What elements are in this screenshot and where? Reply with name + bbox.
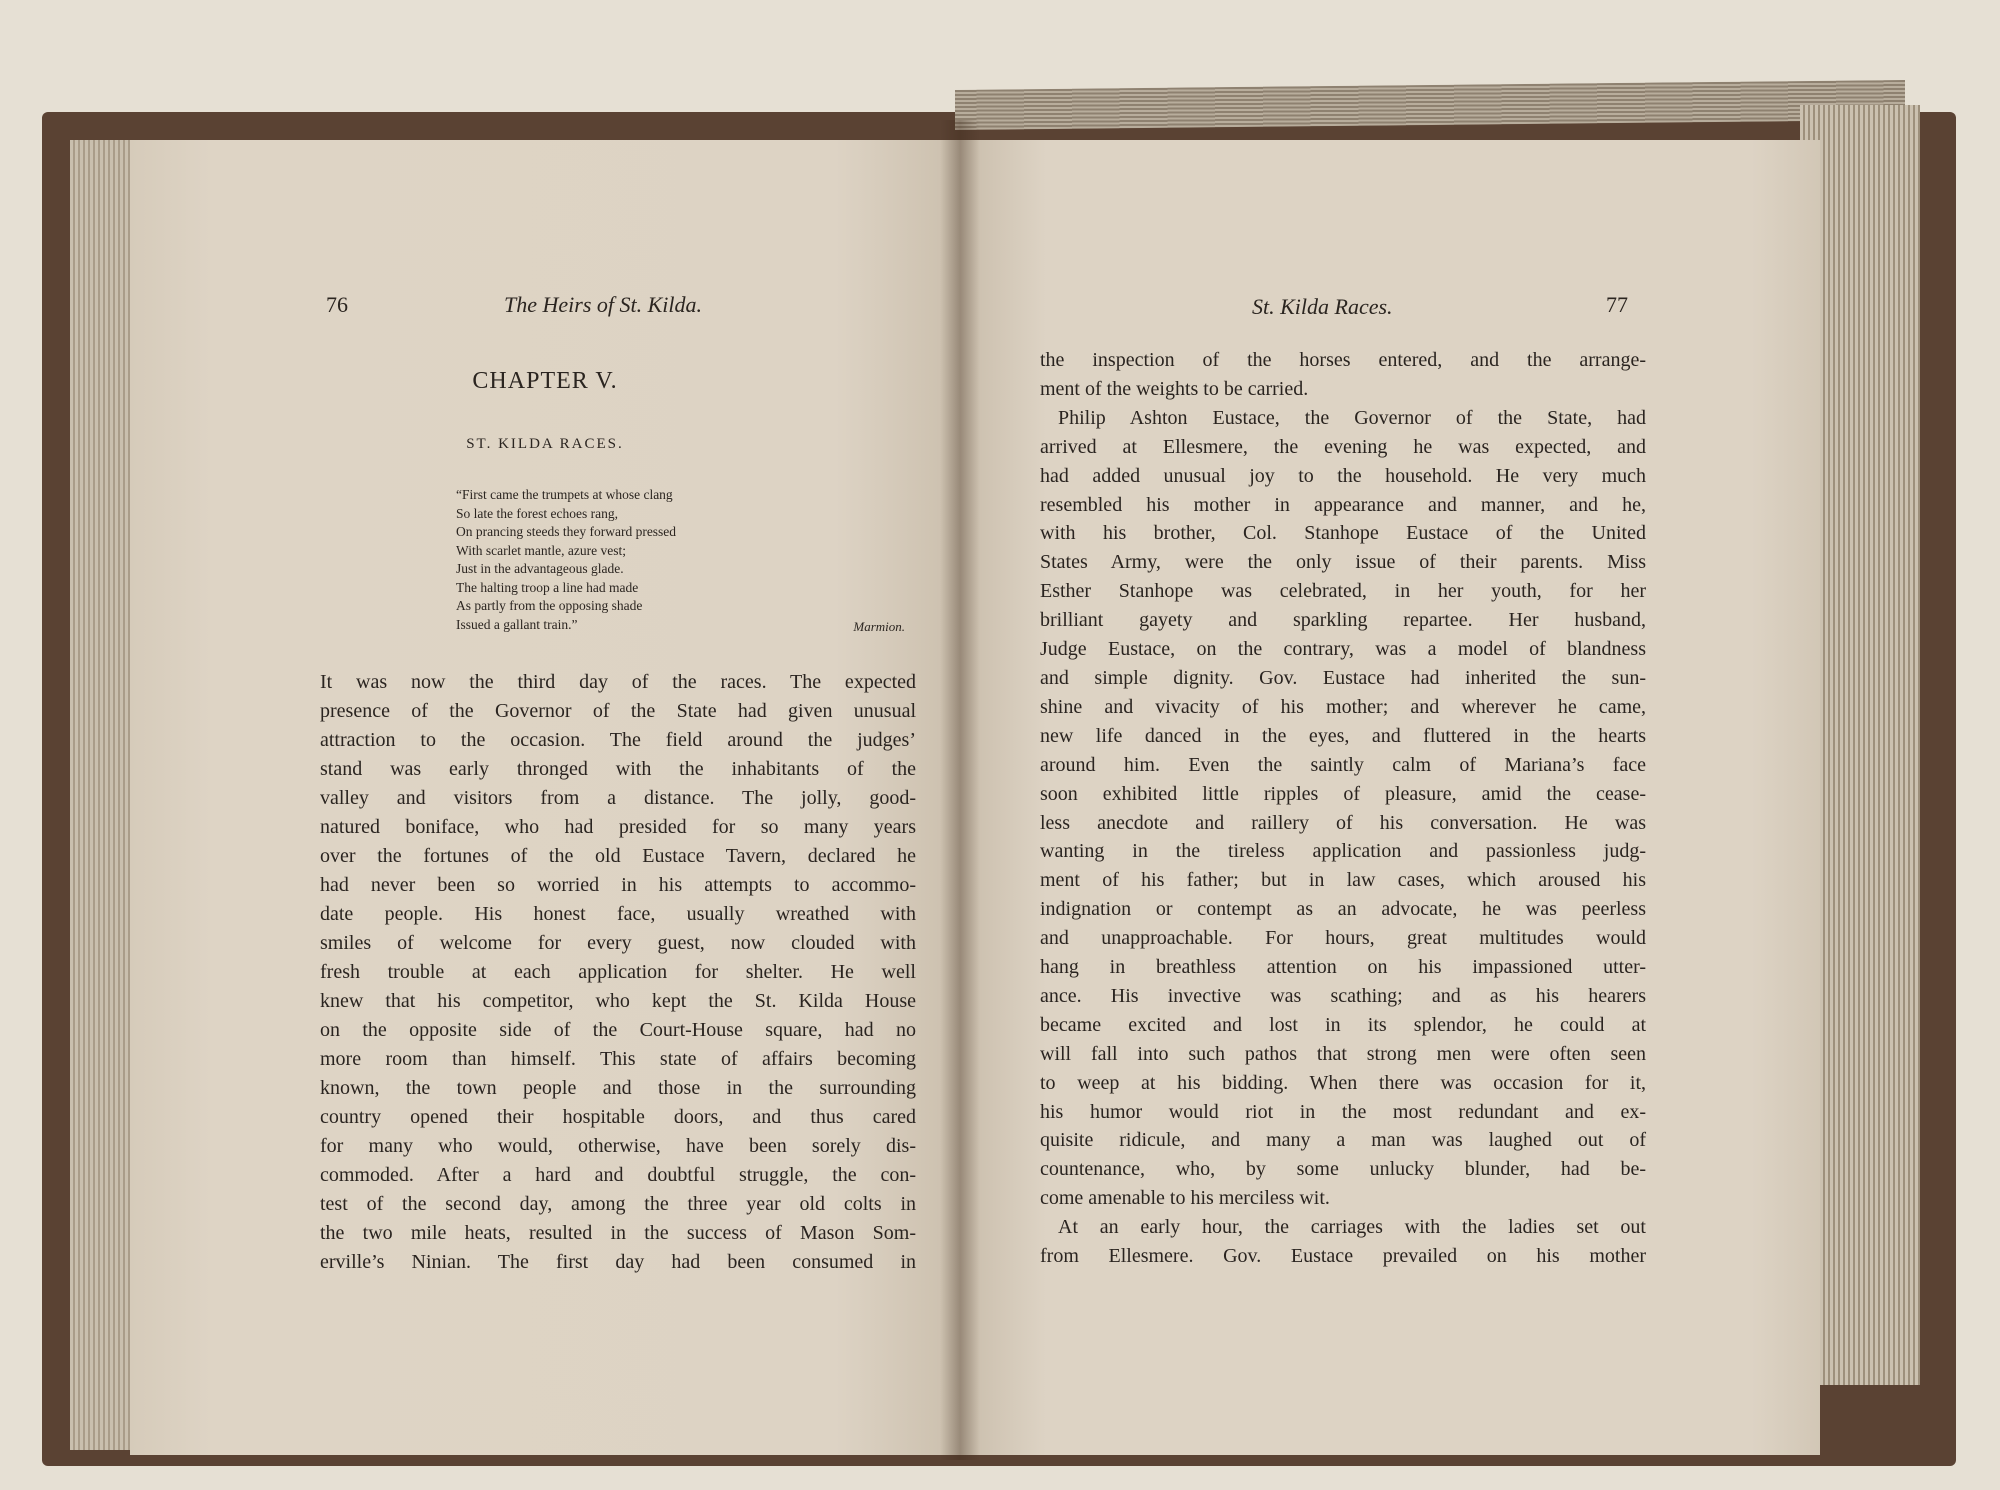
text-line: the inspection of the horses entered, and the arrange- <box>1040 349 1646 371</box>
text-line: known, the town people and those in the surrounding <box>320 1077 916 1099</box>
text-line: fresh trouble at each application for shelter. He well <box>320 961 916 983</box>
text-line: It was now the third day of the races. The expected <box>320 671 916 693</box>
text-line: to weep at his bidding. When there was occasion for it, <box>1040 1071 1646 1094</box>
left-page-number: 76 <box>326 292 348 317</box>
right-page-number: 77 <box>1606 292 1628 317</box>
text-line: hang in breathless attention on his impassioned utter- <box>1040 956 1646 979</box>
right-body-text <box>1040 346 1646 1271</box>
text-line: valley and visitors from a distance. The jolly, good- <box>320 787 916 809</box>
verse-line: Issued a gallant train.” <box>456 616 578 632</box>
text-line: knew that his competitor, who kept the St. Kilda House <box>320 990 916 1012</box>
text-line: smiles of welcome for every guest, now clouded with <box>320 932 916 954</box>
epigraph-verse <box>456 486 906 634</box>
text-line: quisite ridicule, and many a man was laughed out of <box>1040 1129 1646 1152</box>
chapter-heading: CHAPTER V. <box>472 368 618 394</box>
verse-attribution: Marmion. <box>853 619 905 634</box>
left-running-head: The Heirs of St. Kilda. <box>504 292 703 317</box>
text-line: on the opposite side of the Court-House square, had no <box>320 1019 916 1041</box>
text-line: and simple dignity. Gov. Eustace had inherited the sun- <box>1040 666 1646 689</box>
text-line: and unapproachable. For hours, great multitudes would <box>1040 927 1646 950</box>
text-line: ance. His invective was scathing; and as his hearers <box>1040 984 1646 1007</box>
text-line: for many who would, otherwise, have been sorely dis- <box>320 1135 916 1157</box>
text-line: around him. Even the saintly calm of Mariana’s face <box>1040 753 1646 776</box>
chapter-title: ST. KILDA RACES. <box>466 436 624 452</box>
text-line: with his brother, Col. Stanhope Eustace of the United <box>1040 522 1646 545</box>
verse-line: So late the forest echoes rang, <box>456 505 618 521</box>
text-line: erville’s Ninian. The first day had been consumed in <box>320 1251 916 1273</box>
text-line: his humor would riot in the most redundant and ex- <box>1040 1100 1646 1123</box>
text-line: attraction to the occasion. The field around the judges’ <box>320 729 916 751</box>
text-line: brilliant gayety and sparkling repartee. Her husband, <box>1040 609 1646 632</box>
text-line: natured boniface, who had presided for so many years <box>320 816 916 838</box>
text-line: come amenable to his merciless wit. <box>1040 1187 1330 1210</box>
verse-line: As partly from the opposing shade <box>456 598 643 613</box>
text-line: had never been so worried in his attempts to accommo- <box>320 874 916 896</box>
text-line: ment of the weights to be carried. <box>1040 377 1309 400</box>
verse-line: “First came the trumpets at whose clang <box>456 487 673 502</box>
verse-line: On prancing steeds they forward pressed <box>456 524 677 539</box>
text-line: from Ellesmere. Gov. Eustace prevailed on his mother <box>1040 1245 1646 1268</box>
text-line: wanting in the tireless application and passionless judg- <box>1040 840 1646 863</box>
text-line: over the fortunes of the old Eustace Tavern, declared he <box>320 845 916 867</box>
text-line: At an early hour, the carriages with the ladies set out <box>1058 1216 1646 1239</box>
text-line: will fall into such pathos that strong men were often seen <box>1040 1042 1646 1065</box>
text-line: Judge Eustace, on the contrary, was a model of blandness <box>1040 638 1646 661</box>
verse-line: With scarlet mantle, azure vest; <box>456 542 627 558</box>
text-line: soon exhibited little ripples of pleasure, amid the cease- <box>1040 782 1646 805</box>
text-line: indignation or contempt as an advocate, he was peerless <box>1040 898 1646 921</box>
text-line: the two mile heats, resulted in the success of Mason Som- <box>320 1222 916 1244</box>
verse-line: The halting troop a line had made <box>456 579 639 595</box>
left-body-text <box>320 668 916 1277</box>
text-line: commoded. After a hard and doubtful struggle, the con- <box>320 1164 916 1186</box>
book-gutter <box>940 120 980 1460</box>
text-line: became excited and lost in its splendor, he could at <box>1040 1013 1646 1036</box>
text-line: arrived at Ellesmere, the evening he was expected, and <box>1040 435 1646 458</box>
right-running-head: St. Kilda Races. <box>1252 294 1393 319</box>
text-line: new life danced in the eyes, and fluttered in the hearts <box>1040 724 1646 747</box>
text-line: shine and vivacity of his mother; and wherever he came, <box>1040 695 1646 718</box>
text-line: country opened their hospitable doors, and thus cared <box>320 1106 916 1128</box>
text-line: resembled his mother in appearance and manner, and he, <box>1040 493 1646 516</box>
text-line: test of the second day, among the three year old colts in <box>320 1193 916 1215</box>
text-line: less anecdote and raillery of his conversation. He was <box>1040 811 1646 834</box>
text-line: Philip Ashton Eustace, the Governor of the State, had <box>1058 406 1646 429</box>
verse-line: Just in the advantageous glade. <box>456 561 624 576</box>
text-line: had added unusual joy to the household. He very much <box>1040 464 1646 487</box>
text-line: presence of the Governor of the State had given unusual <box>320 700 916 722</box>
text-line: ment of his father; but in law cases, which aroused his <box>1040 869 1646 892</box>
text-line: date people. His honest face, usually wreathed with <box>320 903 916 925</box>
text-line: more room than himself. This state of affairs becoming <box>320 1048 916 1070</box>
text-line: stand was early thronged with the inhabitants of the <box>320 758 916 780</box>
text-line: Esther Stanhope was celebrated, in her youth, for her <box>1040 580 1646 603</box>
text-line: countenance, who, by some unlucky blunder, had be- <box>1040 1158 1646 1181</box>
text-line: States Army, were the only issue of their parents. Miss <box>1040 551 1646 574</box>
